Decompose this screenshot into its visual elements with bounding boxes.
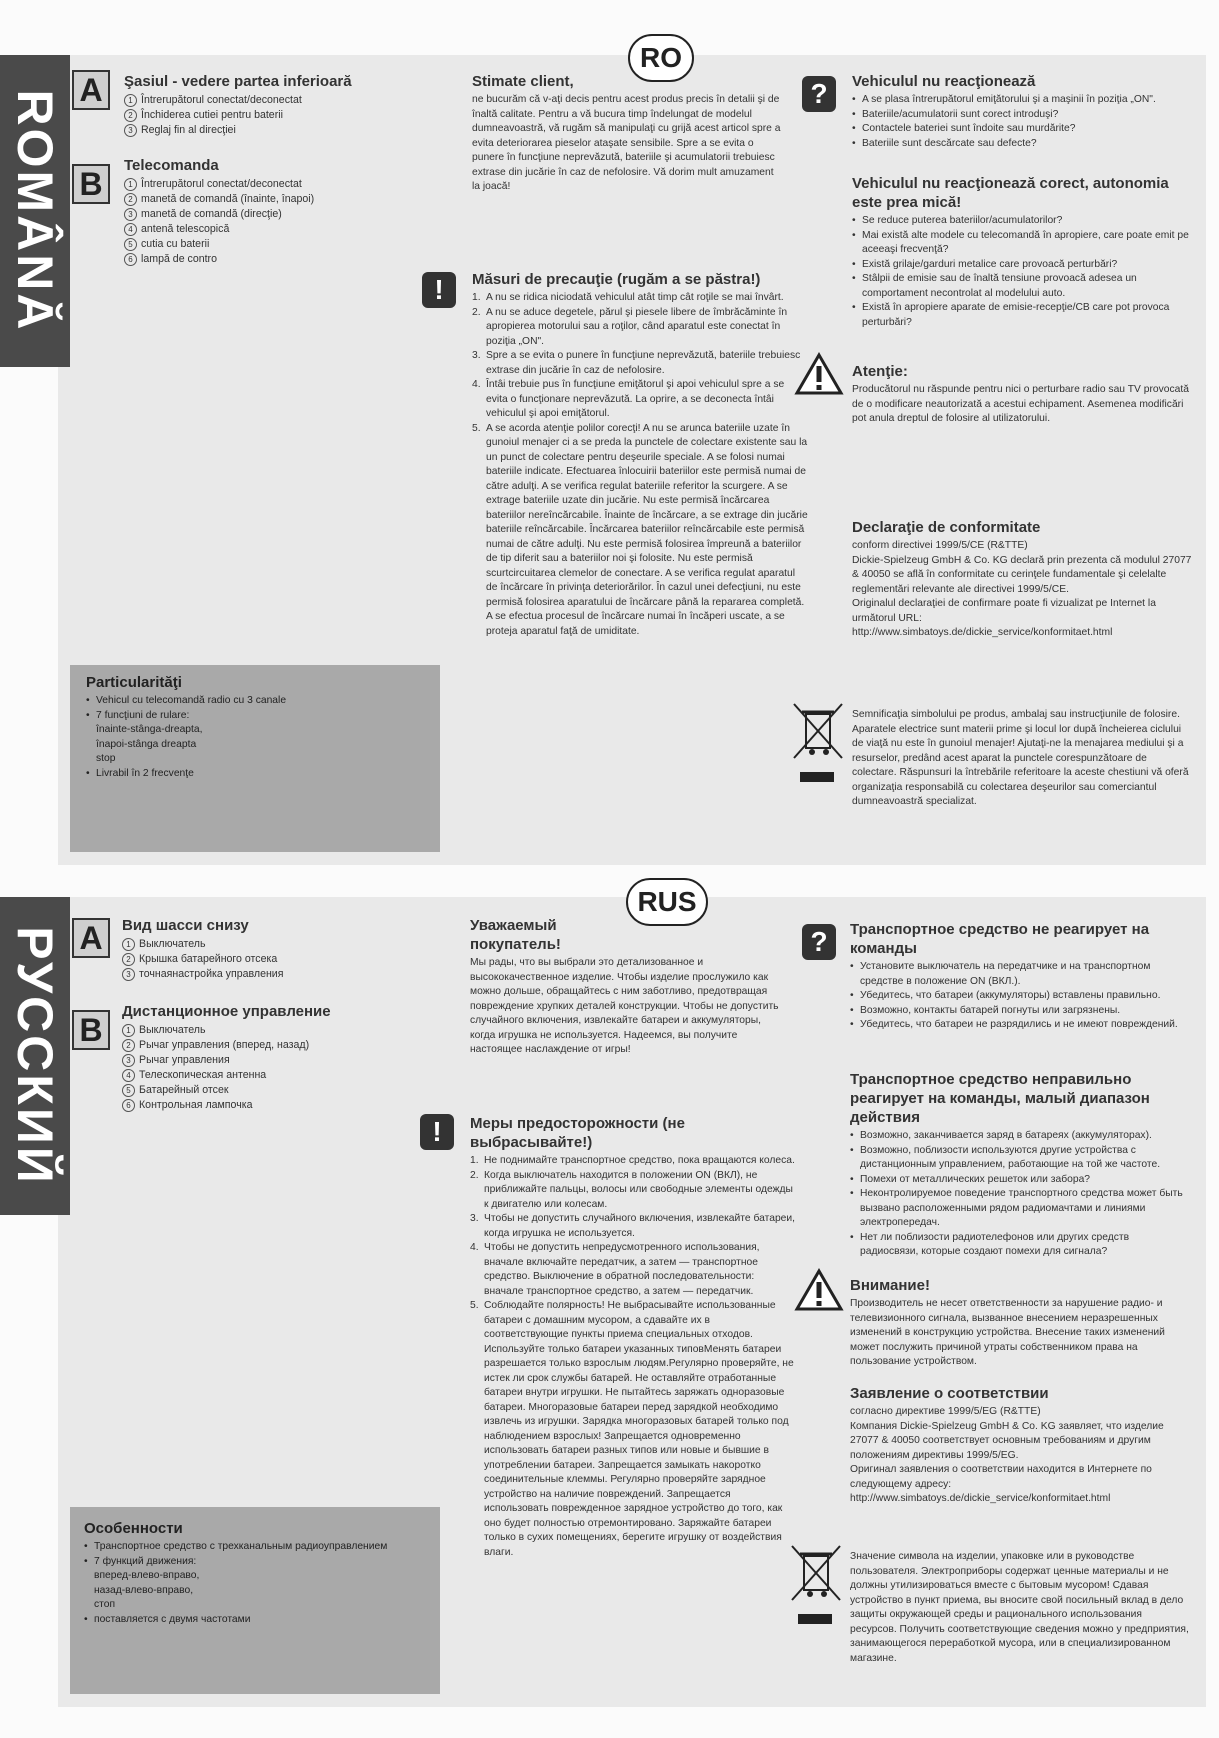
- no-reaction-section: [850, 920, 1190, 1033]
- item-number: 2: [124, 193, 137, 206]
- remote-control-section: [122, 1002, 422, 1113]
- list-item-text: cutia cu baterii: [141, 238, 210, 250]
- list-item: [852, 258, 1192, 273]
- list-item: [84, 1613, 429, 1628]
- list-item-text: Возможно, заканчивается заряд в батареях (аккумуляторах).: [860, 1130, 1152, 1141]
- list-item-text: A se plasa întrerupătorul emiţătorului şi a maşinii în poziţia „ON".: [862, 94, 1156, 105]
- conformity-text: conform directivei 1999/5/CE (R&TTE) Dickie-Spielzeug GmbH & Co. KG declară prin prezenta că modulul 27077 & 40050 se află în conformitate cu cerinţele fundamentale şi celelalte reglementări relevante ale directivei 1999/5/CE. Originalul declaraţiei de confirmare poate fi vizualizat pe Internet la următorul URL: http://www.simbatoys.de/dickie_service/konformitaet.html: [852, 540, 1192, 638]
- no-reaction-list: [850, 960, 1190, 1033]
- precautions-title: Меры предосторожности (не выбрасывайте!): [470, 1115, 685, 1151]
- precautions-title: Măsuri de precauţie (rugăm a se păstra!): [472, 271, 761, 288]
- list-item: [122, 952, 422, 967]
- wrong-reaction-section: [852, 174, 1192, 330]
- list-item: [122, 1068, 422, 1083]
- list-item: [852, 122, 1192, 137]
- wrong-reaction-list: [852, 214, 1192, 330]
- list-item: [122, 1038, 422, 1053]
- list-item-text: Крышка батарейного отсека: [139, 953, 278, 965]
- list-item-text: Рычаг управления (вперед, назад): [139, 1039, 310, 1051]
- item-number: 5.: [470, 1300, 479, 1311]
- item-number: 1: [124, 178, 137, 191]
- item-number: 2: [124, 109, 137, 122]
- list-item: [852, 272, 1192, 301]
- client-title: Stimate client,: [472, 73, 574, 90]
- item-number: 3: [122, 1054, 135, 1067]
- list-item: [470, 1241, 796, 1299]
- item-number: 2.: [472, 306, 481, 318]
- list-item: [472, 349, 808, 378]
- features-list: [84, 1540, 429, 1627]
- item-number: 1: [122, 938, 135, 951]
- list-item-text: Întrerupătorul conectat/deconectat: [141, 94, 302, 106]
- item-number: 1: [122, 1024, 135, 1037]
- item-number: 3: [122, 968, 135, 981]
- item-number: 2: [122, 953, 135, 966]
- remote-parts-list: [124, 177, 424, 267]
- list-item-text: Выключатель: [139, 1024, 206, 1036]
- language-code-badge: RUS: [626, 878, 708, 926]
- section-letter-b: B: [72, 164, 110, 204]
- section-title: Дистанционное управление: [122, 1003, 331, 1020]
- recycling-text: Значение символа на изделии, упаковке или в руководстве пользователя. Электроприборы содержат ценные материалы и не должны утилизироваться вместе с бытовым мусором! Сдавая устройство в пункт приема, вы вносите свой посильный вклад в дело защиты окружающей среды и рационального использования ресурсов. Получить соответствующие сведения можно у предприятия, занимающегося переработкой мусора, или в специализированном магазине.: [850, 1551, 1189, 1664]
- list-item-text: Возможно, поблизости используются другие устройства с дистанционным управлением, работающие на той же частоте.: [860, 1144, 1161, 1170]
- list-item: [852, 93, 1192, 108]
- list-item-text: A nu se ridica niciodată vehiculul atât timp cât roţile se mai învârt.: [486, 292, 784, 303]
- recycling-section: [850, 1550, 1190, 1666]
- crossed-bin-icon: [790, 700, 846, 762]
- list-item-text: Транспортное средство с трехканальным радиоуправлением: [94, 1541, 388, 1552]
- recycling-section: [852, 708, 1192, 810]
- item-number: 4.: [472, 379, 481, 390]
- features-box: [70, 1507, 440, 1694]
- item-number: 1.: [470, 1155, 479, 1166]
- item-number: 1: [124, 94, 137, 107]
- list-item: [850, 1144, 1190, 1173]
- list-item-text: Чтобы не допустить случайного включения, извлекайте батареи, когда игрушка не используется.: [484, 1213, 796, 1239]
- section-letter-a: A: [72, 70, 110, 110]
- attention-section: [850, 1276, 1190, 1370]
- attention-section: [852, 362, 1192, 427]
- list-item-text: Нет ли поблизости радиотелефонов или других средств радиосвязи, которые создают помехи для сигнала?: [860, 1231, 1130, 1257]
- wrong-reaction-list: [850, 1129, 1190, 1260]
- list-item: [124, 237, 424, 252]
- no-reaction-section: [852, 72, 1192, 151]
- list-item-text: Întâi trebuie pus în funcţiune emiţătorul şi apoi vehiculul spre a se evita o funcţionare neprevăzută. La oprire, a se deconecta întâi vehiculul şi apoi emiţătorul.: [486, 379, 785, 419]
- precautions-list: [472, 291, 808, 639]
- list-item-text: Închiderea cutiei pentru baterii: [141, 109, 283, 121]
- list-item: [852, 229, 1192, 258]
- list-item: [472, 306, 808, 350]
- list-item-text: Reglaj fin al direcţiei: [141, 124, 236, 136]
- list-item-text: Соблюдайте полярность! Не выбрасывайте использованные батареи с домашним мусором, а сдавайте их в соответствующие пункты приема специальных отходов. Используйте только батареи указанных типовМенять батареи разрешается только взрослым людям.Регулярно проверяйте, не истек ли срок службы батарей. Не оставляйте отработанные батареи внутри игрушки. Не пытайтесь заряжать одноразовые батареи. Многоразовые батареи перед зарядкой необходимо извлечь из игрушки. Зарядка многоразовых батарей только под наблюдением взрослых! Запрещается одновременно использовать батареи разных типов или новые и бывшие в употреблении батареи. Запрещается замыкать накоротко соединительные клеммы. Регулярно проверяйте зарядное устройство на наличие повреждений. Запрещается использовать поврежденное зарядное устройство до того, как оно будет полностью отремонтировано. Заряжайте батареи только в сухих помещениях, берегите игрушку от воздействия влаги.: [484, 1300, 794, 1558]
- features-box: [70, 665, 440, 852]
- features-title: Особенности: [84, 1520, 183, 1537]
- section-letter-b: B: [72, 1010, 110, 1050]
- warning-triangle-icon: [794, 352, 844, 396]
- list-item-text: antenă telescopică: [141, 223, 230, 235]
- item-number: 2.: [470, 1169, 479, 1181]
- list-item-text: Батарейный отсек: [139, 1084, 229, 1096]
- list-item: [124, 93, 424, 108]
- chassis-parts-list: [124, 93, 424, 138]
- features-title: Particularităţi: [86, 674, 182, 691]
- conformity-title: Declaraţie de conformitate: [852, 519, 1041, 536]
- list-item-text: Убедитесь, что батареи (аккумуляторы) вставлены правильно.: [860, 990, 1161, 1001]
- client-text: ne bucurăm că v-aţi decis pentru acest produs precis în detalii şi de înaltă calitate. Pentru a vă bucura timp îndelungat de modelul dumneavoastră, vă rugăm să manipulaţi cu grijă acest articol spre a evita deteriorarea pieselor ataşate sensibile. Spre a se evita o punere în funcţiune neprevăzută, bateriile şi acumulatorii trebuiesc extrase din jucărie în caz de nefolosire. Vă dorim mult amuzament la joacă!: [472, 94, 781, 192]
- section-title: Вид шасси снизу: [122, 917, 249, 934]
- item-number: 3.: [470, 1213, 479, 1224]
- recycling-text: Semnificaţia simbolului pe produs, ambalaj sau instrucţiunile de folosire. Aparatele electrice sunt materii prime şi locul lor după încheierea ciclului de viaţă nu este în gunoiul menajer! Ajutaţi-ne la menajarea mediului şi a resurselor, predând acest aparat la punctele corespunzătoare de colectare. Răspunsuri la întrebările referitoare la aceste chestiuni vă oferă organizaţia responsabilă cu colectarea deşeurilor sau comerciantul dumneavoastră specializat.: [852, 709, 1189, 807]
- list-item-text: manetă de comandă (înainte, înapoi): [141, 193, 315, 205]
- list-item: [850, 1129, 1190, 1144]
- list-item: [470, 1154, 796, 1169]
- item-number: 6: [124, 253, 137, 266]
- conformity-title: Заявление о соответствии: [850, 1385, 1049, 1402]
- no-reaction-title: Транспортное средство не реагирует на команды: [850, 921, 1150, 957]
- list-item-text: Когда выключатель находится в положении ON (ВКЛ), не приближайте пальцы, волосы или свободные элементы одежды к двигателю или колесам.: [484, 1169, 793, 1210]
- language-code-badge: RO: [628, 34, 694, 82]
- list-item-text: Чтобы не допустить непредусмотренного использования, вначале включайте передатчик, а затем — транспортное средство. Выключение в обратной последовательности: вначале транспортное средство, а затем — передатчик.: [484, 1242, 760, 1297]
- list-item-text: Неконтролируемое поведение транспортного средства может быть вызвано расположенными рядом радиомачтами и линиями электропередач.: [860, 1188, 1183, 1228]
- list-item: [852, 137, 1192, 152]
- attention-text: Producătorul nu răspunde pentru nici o perturbare radio sau TV provocată de o modificare neautorizată a acestui echipament. Asemenea modificări pot anula dreptul de folosire al utilizatorului.: [852, 384, 1189, 424]
- list-item: [472, 422, 808, 640]
- list-item-text: Установите выключатель на передатчике и на транспортном средстве в положение ON (ВКЛ.).: [860, 961, 1151, 987]
- attention-title: Внимание!: [850, 1277, 930, 1294]
- list-item: [86, 767, 426, 782]
- list-item: [850, 960, 1190, 989]
- list-item: [850, 1018, 1190, 1033]
- attention-title: Atenţie:: [852, 363, 908, 380]
- list-item-text: Livrabil în 2 frecvenţe: [96, 767, 194, 779]
- list-item: [124, 252, 424, 267]
- list-item: [470, 1169, 796, 1213]
- list-item-text: Выключатель: [139, 938, 206, 950]
- section-title: Telecomanda: [124, 157, 219, 174]
- list-item: [122, 1083, 422, 1098]
- list-item: [852, 301, 1192, 330]
- list-item-text: Mai există alte modele cu telecomandă în apropiere, care poate emit pe aceeaşi frecvenţă?: [862, 229, 1189, 255]
- recycling-bar-icon: [800, 772, 834, 782]
- section-letter-a: A: [72, 918, 110, 958]
- list-item: [852, 108, 1192, 123]
- list-item: [122, 1098, 422, 1113]
- client-text: Мы рады, что вы выбрали это детализованное и высококачественное изделие. Чтобы изделие прослужило как можно дольше, обращайтесь с ним заботливо, предотвращая повреждение хрупких деталей конструкции. Чтобы не допустить случайного включения, извлекайте батареи и аккумуляторы, когда игрушка не используется. Надеемся, вы получите настоящее наслаждение от игры!: [470, 957, 779, 1055]
- item-number: 3: [124, 124, 137, 137]
- question-icon: ?: [802, 924, 836, 960]
- list-item-text: Рычаг управления: [139, 1054, 230, 1066]
- chassis-section: [124, 72, 424, 138]
- list-item: [850, 1173, 1190, 1188]
- list-item: [122, 1023, 422, 1038]
- no-reaction-list: [852, 93, 1192, 151]
- list-item: [850, 989, 1190, 1004]
- list-item: [850, 1187, 1190, 1231]
- list-item-text: Не поднимайте транспортное средство, пока вращаются колеса.: [484, 1155, 795, 1166]
- item-number: 1.: [472, 292, 481, 303]
- list-item: [84, 1555, 429, 1613]
- list-item: [84, 1540, 429, 1555]
- list-item: [850, 1004, 1190, 1019]
- item-number: 4.: [470, 1242, 479, 1253]
- list-item-text: Există grilaje/garduri metalice care provoacă perturbări?: [862, 258, 1118, 270]
- item-number: 3: [124, 208, 137, 221]
- remote-control-section: [124, 156, 424, 267]
- list-item: [124, 207, 424, 222]
- warning-triangle-icon: [794, 1268, 844, 1312]
- list-item: [86, 694, 426, 709]
- list-item-text: Телескопическая антенна: [139, 1069, 267, 1081]
- wrong-reaction-section: [850, 1070, 1190, 1260]
- precautions-section: [470, 1114, 796, 1560]
- list-item: [850, 1231, 1190, 1260]
- recycling-bar-icon: [798, 1614, 832, 1624]
- conformity-section: [850, 1384, 1190, 1507]
- list-item: [122, 937, 422, 952]
- remote-parts-list: [122, 1023, 422, 1113]
- item-number: 5.: [472, 422, 481, 434]
- list-item-text: точнаянастройка управления: [139, 968, 284, 980]
- list-item-text: A nu se aduce degetele, părul şi piesele libere de îmbrăcăminte în apropierea motorului sau a roţilor, când aparatul este conectat în poziţia „ON".: [486, 306, 788, 347]
- list-item-text: Возможно, контакты батарей погнуты или загрязнены.: [860, 1004, 1121, 1016]
- list-item-text: manetă de comandă (direcţie): [141, 208, 282, 220]
- item-number: 5: [122, 1084, 135, 1097]
- list-item-text: Убедитесь, что батареи не разрядились и не имеют повреждений.: [860, 1019, 1178, 1030]
- item-number: 2: [122, 1039, 135, 1052]
- list-item-text: 7 функций движения: вперед-влево-вправо, назад-влево-вправо, стоп: [94, 1555, 200, 1610]
- client-section: [470, 916, 780, 1058]
- item-number: 4: [122, 1069, 135, 1082]
- exclamation-icon: !: [422, 272, 456, 308]
- language-tab-russian: [0, 897, 70, 1215]
- item-number: 5: [124, 238, 137, 251]
- exclamation-icon: !: [420, 1114, 454, 1150]
- list-item-text: Întrerupătorul conectat/deconectat: [141, 178, 302, 190]
- attention-text: Производитель не несет ответственности за нарушение радио- и телевизионного сигнала, вызванное внесением неразрешенных изменений в конструкцию устройства. Внесение таких изменений может послужить причиной утраты собственником права на пользование устройством.: [850, 1298, 1165, 1367]
- list-item-text: Contactele bateriei sunt îndoite sau murdărite?: [862, 123, 1076, 134]
- list-item: [124, 222, 424, 237]
- client-section: [472, 72, 782, 195]
- list-item-text: Spre a se evita o punere în funcţiune neprevăzută, bateriile trebuiesc extrase din jucărie în caz de nefolosire.: [486, 350, 801, 376]
- list-item-text: Există în apropiere aparate de emisie-recepţie/CB care pot provoca perturbări?: [862, 302, 1170, 328]
- conformity-section: [852, 518, 1192, 641]
- list-item: [124, 123, 424, 138]
- crossed-bin-icon: [788, 1542, 844, 1604]
- list-item-text: Помехи от металлических решеток или забора?: [860, 1173, 1091, 1185]
- list-item-text: lampă de contro: [141, 253, 217, 265]
- section-title: Şasiul - vedere partea inferioară: [124, 73, 352, 90]
- client-title: Уважаемый покупатель!: [470, 917, 561, 953]
- list-item-text: Se reduce puterea bateriilor/acumulatorilor?: [862, 215, 1063, 226]
- item-number: 4: [124, 223, 137, 236]
- list-item: [852, 214, 1192, 229]
- language-tab-label: ROMÂNĂ: [7, 89, 63, 333]
- chassis-parts-list: [122, 937, 422, 982]
- list-item: [122, 967, 422, 982]
- list-item: [124, 192, 424, 207]
- wrong-reaction-title: Vehiculul nu reacţionează corect, autonomia este prea mică!: [852, 175, 1169, 211]
- features-list: [86, 694, 426, 781]
- list-item-text: Stâlpii de emisie sau de înaltă tensiune provoacă adesea un comportament necontrolat al modelului auto.: [862, 273, 1137, 299]
- wrong-reaction-title: Транспортное средство неправильно реагирует на команды, малый диапазон действия: [850, 1071, 1150, 1126]
- list-item-text: 7 funcţiuni de rulare: înainte-stânga-dreapta, înapoi-stânga dreapta stop: [96, 709, 203, 764]
- list-item-text: A se acorda atenţie polilor corecţi! A nu se arunca bateriile uzate în gunoiul menajer ci a se preda la punctele de colectare existente sau la un punct de colectare pentru deşeurile speciale. A se folosi numai bateriile indicate. Efectuarea înlocuirii bateriilor este permisă numai de către adulţi. A se verifica regulat bateriile referitor la scurgere. A se extrage bateriile uzate din jucărie. Nu este permisă încărcarea bateriilor nereîncărcabile. Înainte de încărcare, a se extrage din jucărie bateriile reîncărcabile. Încărcarea bateriilor reîncărcabile este permisă numai de către adulţi. Nu este permisă folosirea împreună a bateriilor de tip diferit sau a bateriilor noi şi folosite. Nu este permisă scurtcircuitarea clemelor de conectare. A se verifica regulat aparatul de încărcare în privinţa deteriorărilor. În cazul unei defecţiuni, nu este permisă folosirea aparatului de încărcare până la repararea completă. A se efectua procesul de încărcare numai în încăperi uscate, a se proteja aparatul faţă de umiditate.: [486, 422, 808, 637]
- list-item: [472, 291, 808, 306]
- list-item-text: поставляется с двумя частотами: [94, 1613, 251, 1625]
- list-item-text: Vehicul cu telecomandă radio cu 3 canale: [96, 695, 287, 706]
- list-item: [470, 1299, 796, 1560]
- list-item: [122, 1053, 422, 1068]
- precautions-list: [470, 1154, 796, 1560]
- list-item: [124, 177, 424, 192]
- chassis-section: [122, 916, 422, 982]
- item-number: 3.: [472, 350, 481, 361]
- language-tab-romanian: [0, 55, 70, 367]
- list-item: [124, 108, 424, 123]
- list-item: [472, 378, 808, 422]
- item-number: 6: [122, 1099, 135, 1112]
- list-item-text: Контрольная лампочка: [139, 1099, 253, 1111]
- language-tab-label: РУССКИЙ: [7, 926, 63, 1186]
- list-item-text: Bateriile/acumulatorii sunt corect introduşi?: [862, 108, 1059, 120]
- list-item-text: Bateriile sunt descărcate sau defecte?: [862, 137, 1037, 149]
- list-item: [470, 1212, 796, 1241]
- question-icon: ?: [802, 76, 836, 112]
- no-reaction-title: Vehiculul nu reacţionează: [852, 73, 1036, 90]
- list-item: [86, 709, 426, 767]
- conformity-text: согласно директиве 1999/5/EG (R&TTE) Компания Dickie-Spielzeug GmbH & Co. KG заявляет, что изделие 27077 & 40050 соответствует основным требованиям и другим положениям директивы 1999/5/EG. Оригинал заявления о соответствии находится в Интернете по следующему адресу: http://www.simbatoys.de/dickie_service/konformitaet.html: [850, 1406, 1164, 1504]
- precautions-section: [472, 270, 808, 639]
